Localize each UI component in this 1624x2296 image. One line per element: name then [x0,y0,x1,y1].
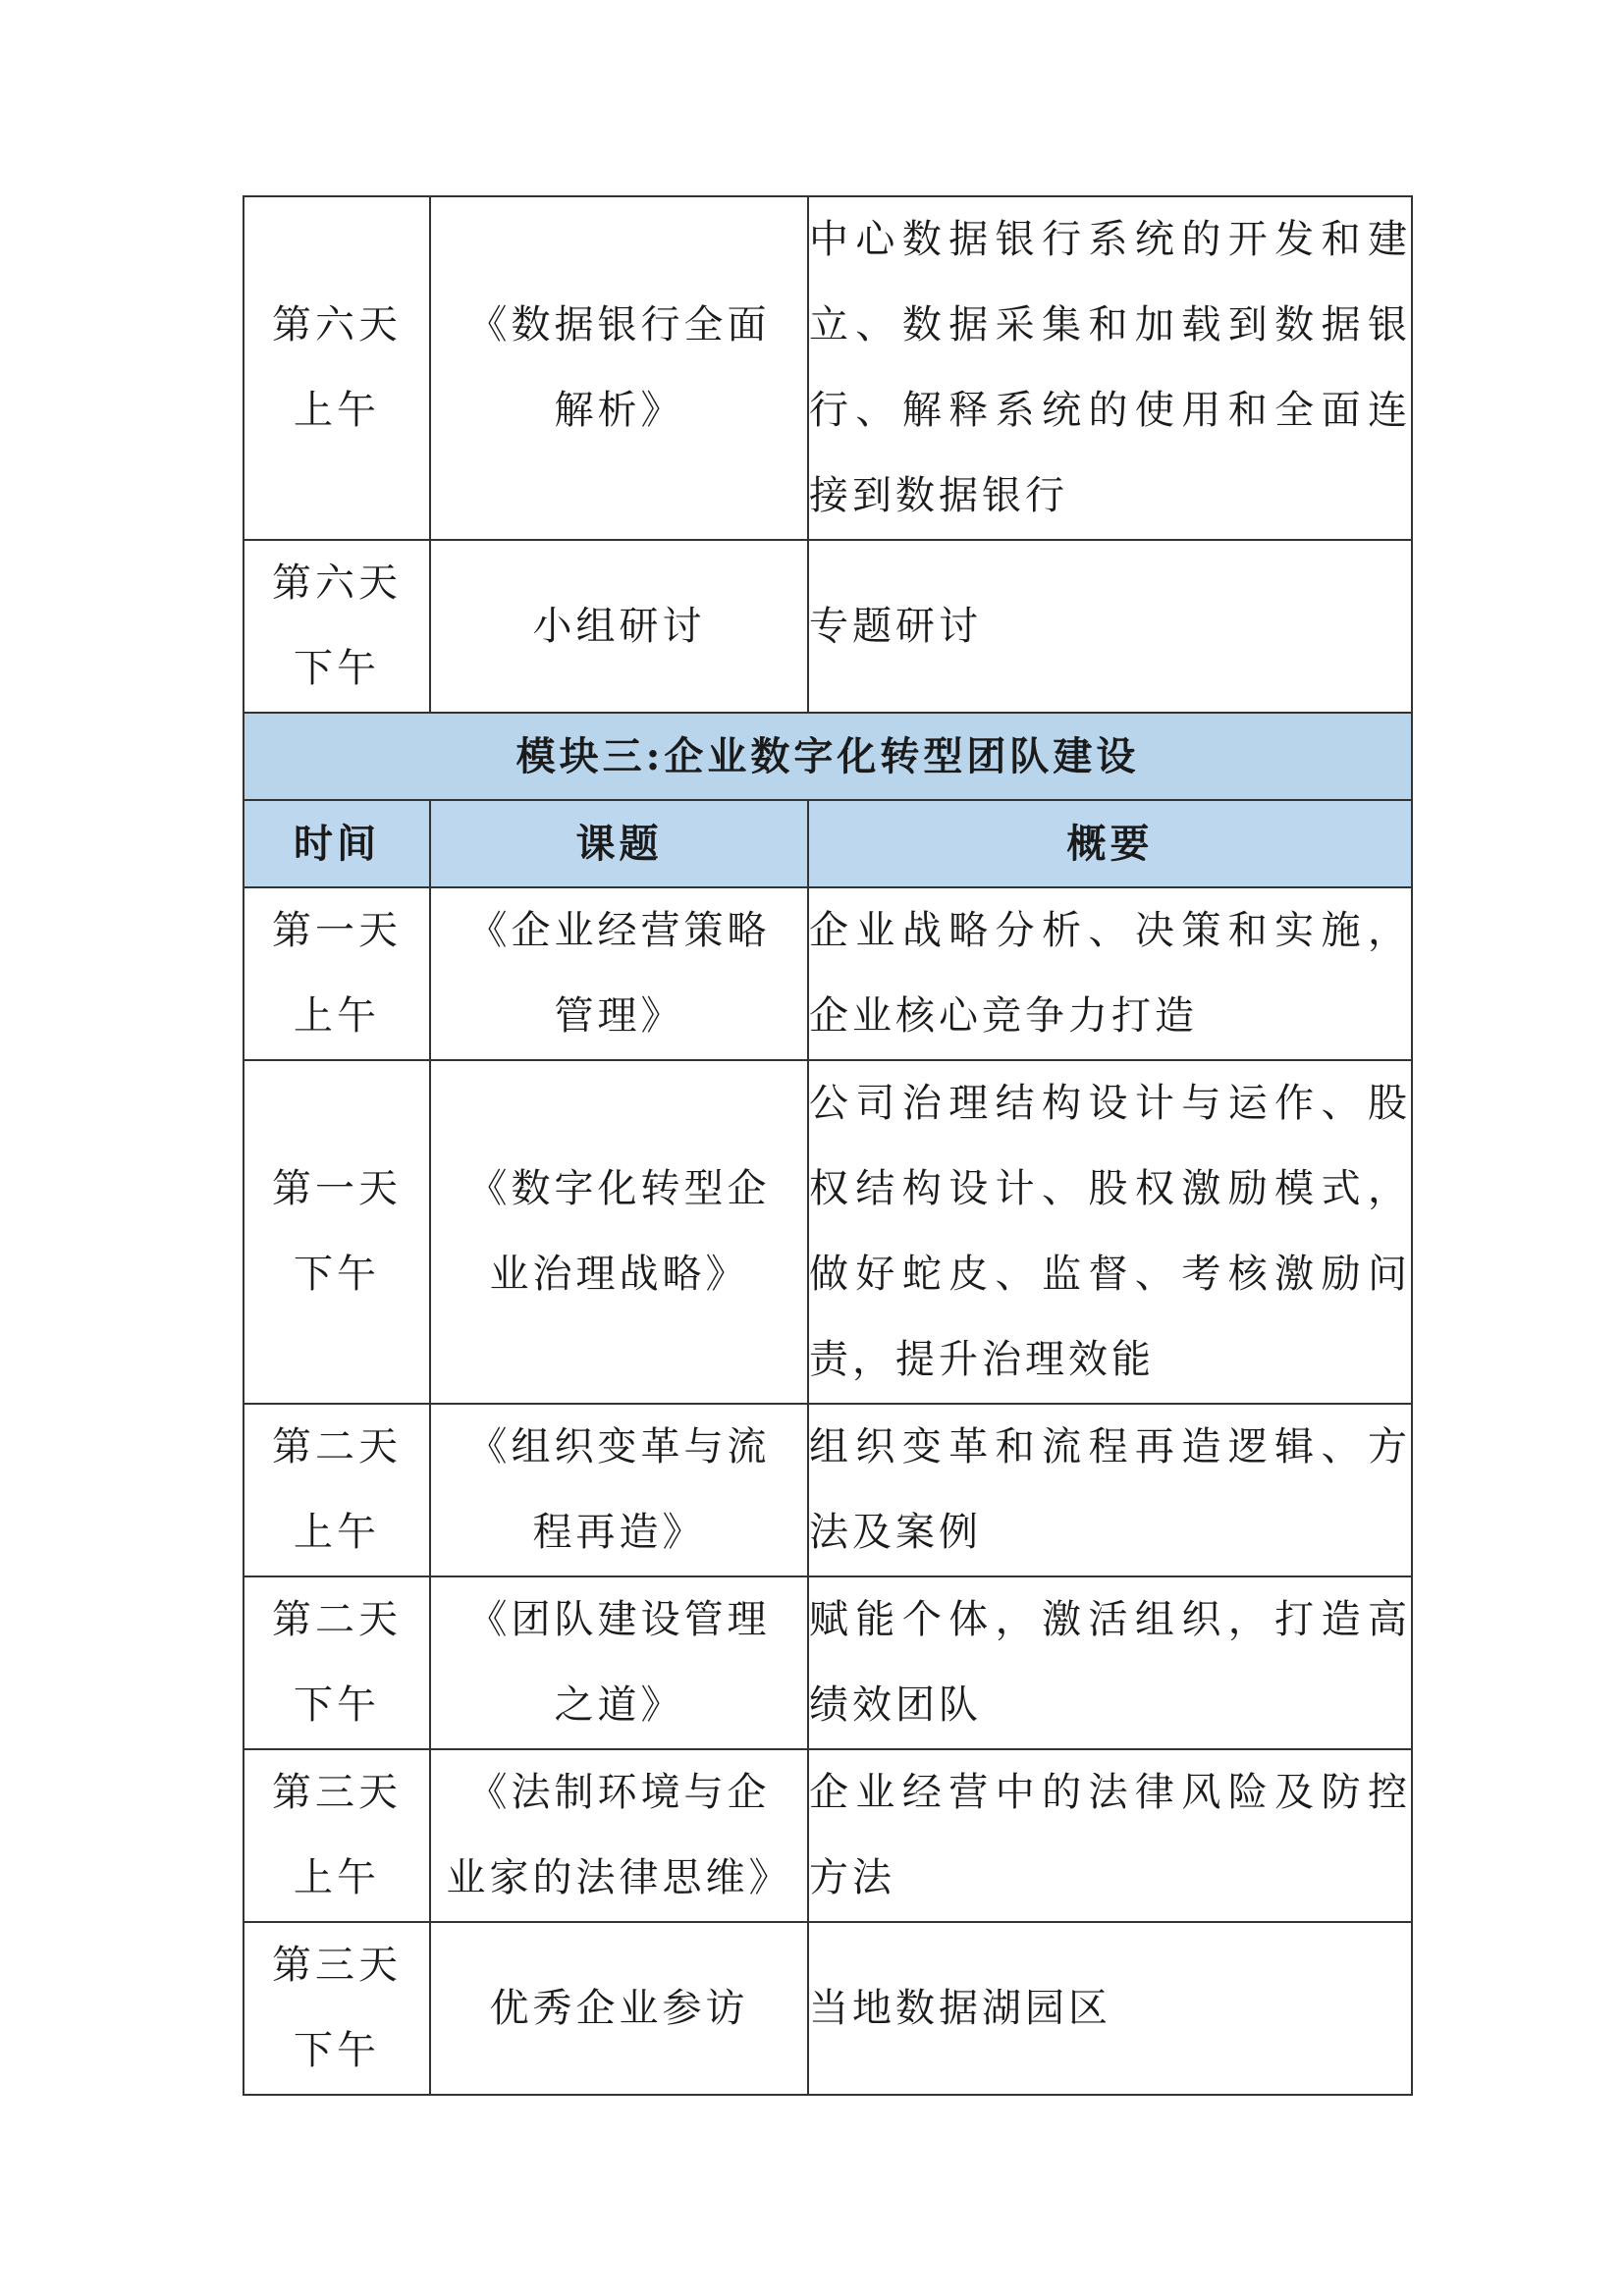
time-line: 第六天 [272,302,402,347]
time-line: 第二天 [272,1424,402,1469]
summary-cell: 中心数据银行系统的开发和建立、数据采集和加载到数据银行、解释系统的使用和全面连接到数据银行 [808,196,1412,540]
table-row [244,887,1412,1060]
topic-cell [430,1060,808,1404]
time-line: 第二天 [272,1597,402,1642]
table-row [244,540,1412,713]
topic-line: 管理》 [554,993,684,1039]
topic-line: 《企业经营策略 [467,908,771,953]
time-line: 上午 [294,1510,380,1555]
schedule-rows-continued [244,196,1412,713]
table-row [244,1576,1412,1749]
summary-cell: 企业战略分析、决策和实施，企业核心竞争力打造 [808,887,1412,1060]
topic-cell [430,196,808,540]
time-line: 第一天 [272,908,402,953]
time-line: 上午 [294,1855,380,1900]
topic-line: 小组研讨 [532,603,706,649]
module-rows [244,887,1412,2095]
topic-line: 业家的法律思维》 [446,1855,792,1900]
table-row [244,1749,1412,1922]
time-cell [244,1576,430,1749]
topic-line: 之道》 [554,1682,684,1728]
time-line: 下午 [294,2028,380,2073]
topic-cell [430,540,808,713]
topic-line: 《组织变革与流 [467,1424,771,1469]
module-title-row [244,713,1412,800]
time-cell [244,1922,430,2095]
time-line: 上午 [294,388,380,433]
time-line: 下午 [294,1252,380,1297]
table-row [244,1922,1412,2095]
topic-line: 业治理战略》 [489,1252,749,1297]
table-row [244,196,1412,540]
module-title: 模块三:企业数字化转型团队建设 [244,713,1412,800]
topic-line: 解析》 [554,388,684,433]
topic-cell [430,887,808,1060]
topic-cell [430,1922,808,2095]
time-cell [244,1060,430,1404]
topic-line: 程再造》 [532,1510,706,1555]
time-line: 第六天 [272,561,402,606]
topic-cell [430,1576,808,1749]
header-summary: 概要 [808,800,1412,887]
column-header-row [244,800,1412,887]
time-line: 第三天 [272,1770,402,1815]
schedule-table [243,195,1413,2096]
topic-line: 《团队建设管理 [467,1597,771,1642]
topic-line: 《数据银行全面 [467,302,771,347]
topic-line: 《法制环境与企 [467,1770,771,1815]
time-line: 下午 [294,1682,380,1728]
summary-cell: 组织变革和流程再造逻辑、方法及案例 [808,1404,1412,1576]
summary-cell: 专题研讨 [808,540,1412,713]
time-cell [244,540,430,713]
topic-line: 《数字化转型企 [467,1166,771,1211]
time-cell [244,887,430,1060]
table-row [244,1060,1412,1404]
time-line: 下午 [294,646,380,691]
summary-cell: 赋能个体，激活组织，打造高绩效团队 [808,1576,1412,1749]
time-line: 第一天 [272,1166,402,1211]
header-topic: 课题 [430,800,808,887]
topic-cell [430,1404,808,1576]
time-line: 上午 [294,993,380,1039]
time-cell [244,196,430,540]
header-time: 时间 [244,800,430,887]
table-row [244,1404,1412,1576]
time-line: 第三天 [272,1943,402,1988]
summary-cell: 企业经营中的法律风险及防控方法 [808,1749,1412,1922]
time-cell [244,1404,430,1576]
module-section [244,713,1412,887]
summary-cell: 当地数据湖园区 [808,1922,1412,2095]
topic-line: 优秀企业参访 [489,1985,749,2031]
topic-cell [430,1749,808,1922]
summary-cell: 公司治理结构设计与运作、股权结构设计、股权激励模式，做好蛇皮、监督、考核激励问责，提升治理效能 [808,1060,1412,1404]
time-cell [244,1749,430,1922]
